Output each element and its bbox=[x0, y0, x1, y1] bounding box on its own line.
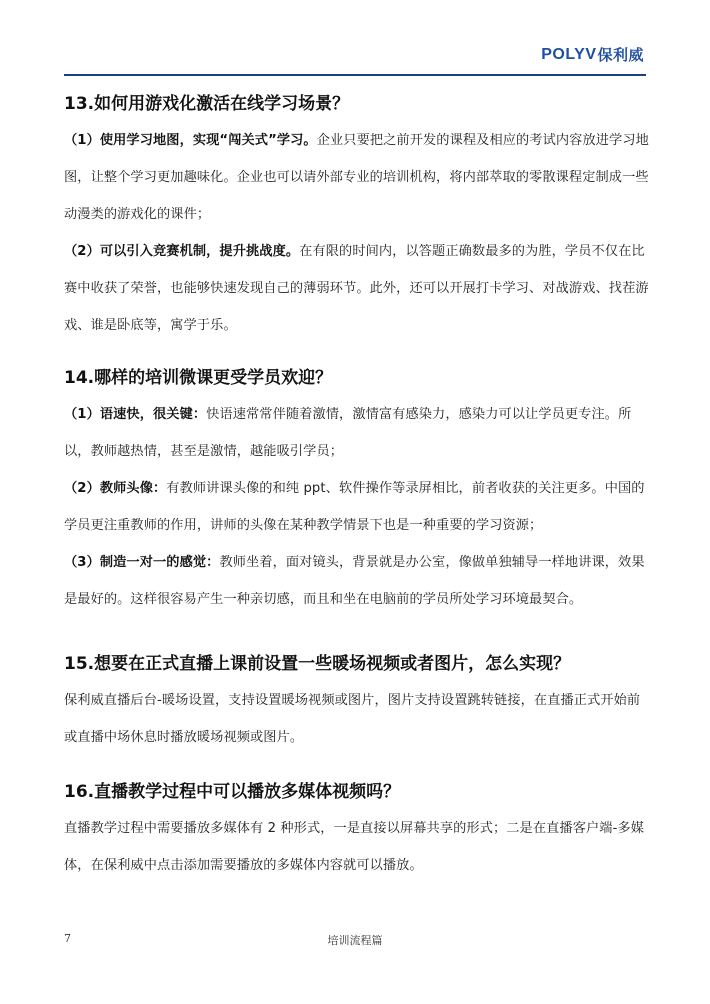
page-number: 7 bbox=[64, 932, 71, 945]
paragraph-lead: （2）教师头像： bbox=[64, 481, 167, 496]
paragraph bbox=[64, 122, 650, 233]
paragraph bbox=[64, 396, 650, 470]
header-rule bbox=[64, 74, 646, 76]
paragraph-text: 保利威直播后台-暖场设置，支持设置暖场视频或图片，图片支持设置跳转链接，在直播正式开始前或直播中场休息时播放暖场视频或图片。 bbox=[64, 693, 641, 745]
section-13 bbox=[64, 90, 650, 344]
section-16 bbox=[64, 778, 650, 884]
section-15 bbox=[64, 650, 650, 756]
paragraph bbox=[64, 544, 650, 618]
logo-cn-text: 保利威 bbox=[597, 47, 644, 64]
paragraph bbox=[64, 810, 650, 884]
paragraph-lead: （3）制造一对一的感觉： bbox=[64, 555, 220, 570]
paragraph bbox=[64, 682, 650, 756]
paragraph-lead: （1）使用学习地图，实现“闯关式”学习。 bbox=[64, 133, 317, 148]
page-content bbox=[64, 90, 650, 884]
paragraph-lead: （1）语速快，很关键： bbox=[64, 407, 207, 422]
paragraph-text: 企业只要把之前开发的课程及相应的考试内容放进学习地图，让整个学习更加趣味化。企业也可以请外部专业的培训机构，将内部萃取的零散课程定制成一些动漫类的游戏化的课件； bbox=[64, 133, 649, 222]
paragraph-lead: （2）可以引入竞赛机制，提升挑战度。 bbox=[64, 244, 300, 259]
section-title: 15.想要在正式直播上课前设置一些暖场视频或者图片，怎么实现？ bbox=[64, 654, 571, 674]
paragraph-text: 在有限的时间内，以答题正确数最多的为胜，学员不仅在比赛中收获了荣誉，也能够快速发现自己的薄弱环节。此外，还可以开展打卡学习、对战游戏、找茬游戏、谁是卧底等，寓学于乐。 bbox=[64, 244, 649, 333]
paragraph-text: 教师坐着，面对镜头，背景就是办公室，像做单独辅导一样地讲课，效果是最好的。这样很容易产生一种亲切感，而且和坐在电脑前的学员所处学习环境最契合。 bbox=[64, 555, 645, 607]
polyv-logo bbox=[541, 44, 644, 65]
section-title: 14.哪样的培训微课更受学员欢迎？ bbox=[64, 368, 333, 388]
paragraph-text: 有教师讲课头像的和纯 ppt、软件操作等录屏相比，前者收获的关注更多。中国的学员更注重教师的作用，讲师的头像在某种教学情景下也是一种重要的学习资源； bbox=[64, 481, 645, 533]
logo-en-text: POLYV bbox=[541, 45, 597, 63]
paragraph-text: 直播教学过程中需要播放多媒体有 2 种形式，一是直接以屏幕共享的形式；二是在直播客户端-多媒体，在保利威中点击添加需要播放的多媒体内容就可以播放。 bbox=[64, 821, 645, 873]
paragraph-text: 快语速常常伴随着激情，激情富有感染力，感染力可以让学员更专注。所以，教师越热情，甚至是激情，越能吸引学员； bbox=[64, 407, 632, 459]
section-title: 16.直播教学过程中可以播放多媒体视频吗？ bbox=[64, 782, 401, 802]
paragraph bbox=[64, 233, 650, 344]
section-title: 13.如何用游戏化激活在线学习场景？ bbox=[64, 94, 350, 114]
paragraph bbox=[64, 470, 650, 544]
footer-doc-title: 培训流程篇 bbox=[327, 934, 383, 947]
section-14 bbox=[64, 364, 650, 618]
